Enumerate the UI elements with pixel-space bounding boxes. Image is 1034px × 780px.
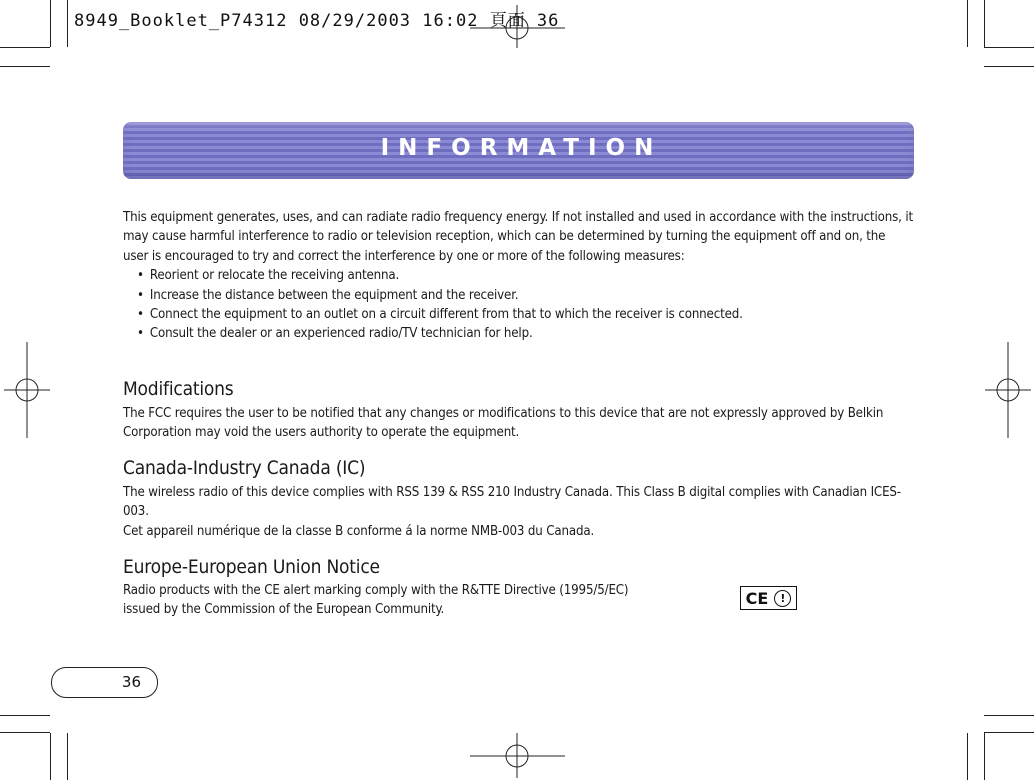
alert-icon: !	[774, 590, 791, 607]
intro-paragraph: This equipment generates, uses, and can radiate radio frequency energy. If not installed and used in accordance with the instructions, it may cause harmful interference to radio or television reception, which can be determined by turning the equipment off and on, the user is encouraged to try and correct the interference by one or more of the following measures:	[123, 210, 913, 264]
list-item: • Consult the dealer or an experienced radio/TV technician for help.	[137, 324, 913, 343]
europe-paragraph: Radio products with the CE alert marking comply with the R&TTE Directive (1995/5/EC) issued by the Commission of the European Community.	[123, 583, 629, 618]
modifications-heading: Modifications	[123, 378, 234, 400]
banner-title: INFORMATION	[380, 135, 663, 161]
canada-heading: Canada-Industry Canada (IC)	[123, 457, 366, 479]
canada-french-paragraph: Cet appareil numérique de la classe B conforme á la norme NMB-003 du Canada.	[123, 523, 595, 539]
section-banner	[123, 122, 914, 179]
page-number-tab	[51, 667, 158, 698]
ce-text: CE	[745, 588, 769, 608]
ce-mark-logo	[740, 586, 797, 610]
measures-list	[123, 266, 913, 344]
list-item: • Increase the distance between the equipment and the receiver.	[137, 286, 913, 305]
list-item: • Reorient or relocate the receiving antenna.	[137, 266, 913, 285]
europe-heading: Europe-European Union Notice	[123, 556, 380, 578]
canada-section	[123, 483, 913, 541]
canada-paragraph: The wireless radio of this device complies with RSS 139 & RSS 210 Industry Canada. This Class B digital complies with Canadian ICES-003.	[123, 485, 901, 520]
list-item: • Connect the equipment to an outlet on a circuit different from that to which the receiver is connected.	[137, 305, 913, 324]
print-slug: 8949_Booklet_P74312 08/29/2003 16:02 頁面 36	[74, 11, 560, 31]
modifications-paragraph: The FCC requires the user to be notified that any changes or modifications to this device that are not expressly approved by Belkin Corporation may void the users authority to operate the equipment.	[123, 406, 884, 441]
page-number: 36	[121, 673, 141, 691]
page-content	[123, 208, 913, 618]
